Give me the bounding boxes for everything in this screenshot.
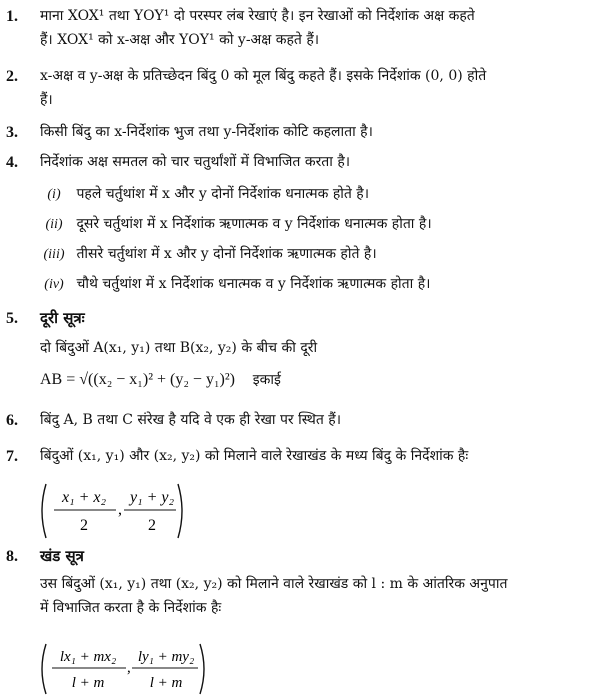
item-text bbox=[40, 150, 608, 174]
item-line: माना XOX¹ तथा YOY¹ दो परस्पर लंब रेखाएं है। इन रेखाओं को निर्देशांक अक्ष कहते bbox=[40, 8, 475, 24]
item-line: में विभाजित करता है के निर्देशांक हैः bbox=[40, 600, 222, 616]
item-number: 2. bbox=[6, 68, 18, 85]
item-number: 6. bbox=[6, 412, 18, 429]
sub-item bbox=[36, 272, 430, 297]
item-number: 1. bbox=[6, 8, 18, 25]
item-line: हैं। bbox=[40, 92, 53, 108]
item-line: बिंदु A, B तथा C संरेख है यदि वे एक ही रेखा पर स्थित हैं। bbox=[40, 412, 342, 428]
item-line: उस बिंदुओं (x₁, y₁) तथा (x₂, y₂) को मिलाने वाले रेखाखंड को l : m के आंतरिक अनुपात bbox=[40, 576, 508, 592]
formula-text: AB = √((x₂ − x₁)² + (y₂ − y₁)²) bbox=[40, 371, 235, 388]
numerator-1: x₁ + x₂ bbox=[61, 489, 107, 506]
section-heading: खंड सूत्र bbox=[40, 547, 84, 565]
item-number: 7. bbox=[6, 448, 18, 465]
numerator-1: lx₁ + mx₂ bbox=[59, 649, 117, 665]
sub-marker: (i) bbox=[47, 187, 61, 202]
item-text bbox=[40, 306, 608, 392]
sub-item bbox=[36, 212, 432, 237]
item-text bbox=[40, 120, 608, 144]
denominator-1: 2 bbox=[80, 517, 88, 534]
sub-text: चौथे चर्तुथांश में x निर्देशांक धनात्मक व y निर्देशांक ऋणात्मक होता है। bbox=[76, 276, 431, 292]
item-text bbox=[40, 444, 608, 468]
sub-marker: (iv) bbox=[44, 277, 64, 292]
numerator-2: ly₁ + my₂ bbox=[137, 649, 195, 665]
item-line: निर्देशांक अक्ष समतल को चार चतुर्थांशों में विभाजित करता है। bbox=[40, 154, 351, 170]
midpoint-formula bbox=[36, 480, 186, 542]
denominator-1: l + m bbox=[71, 675, 105, 691]
item-text bbox=[40, 4, 608, 52]
item-line: बिंदुओं (x₁, y₁) और (x₂, y₂) को मिलाने वाले रेखाखंड के मध्य बिंदु के निर्देशांक हैः bbox=[40, 448, 469, 464]
left-paren bbox=[42, 484, 46, 538]
item-line: दो बिंदुओं A(x₁, y₁) तथा B(x₂, y₂) के बीच की दूरी bbox=[40, 340, 318, 356]
denominator-2: 2 bbox=[148, 517, 156, 534]
right-paren bbox=[178, 484, 182, 538]
sub-text: तीसरे चर्तुथांश में x और y दोनों निर्देशांक ऋणात्मक होते है। bbox=[76, 246, 377, 262]
left-paren bbox=[42, 644, 46, 694]
item-text bbox=[40, 64, 608, 112]
distance-formula bbox=[40, 368, 608, 392]
sub-text: दूसरे चर्तुथांश में x निर्देशांक ऋणात्मक व y निर्देशांक धनात्मक होता है। bbox=[76, 216, 432, 232]
item-text bbox=[40, 408, 608, 432]
denominator-2: l + m bbox=[149, 675, 183, 691]
section-formula bbox=[36, 642, 208, 696]
item-line: x-अक्ष व y-अक्ष के प्रतिच्छेदन बिंदु 0 को मूल बिंदु कहते हैं। इसके निर्देशांक (0, 0) होते bbox=[40, 68, 487, 84]
item-text bbox=[40, 544, 608, 620]
formula-unit: इकाई bbox=[252, 372, 281, 388]
sub-marker: (iii) bbox=[43, 247, 65, 262]
sub-item bbox=[36, 242, 377, 267]
right-paren bbox=[200, 644, 204, 694]
numerator-2: y₁ + y₂ bbox=[129, 489, 175, 506]
item-line: हैं। XOX¹ को x-अक्ष और YOY¹ को y-अक्ष कहते हैं। bbox=[40, 32, 320, 48]
comma: , bbox=[127, 660, 131, 676]
sub-item bbox=[36, 182, 369, 207]
item-number: 4. bbox=[6, 154, 18, 171]
sub-text: पहले चर्तुथांश में x और y दोनों निर्देशांक धनात्मक होते है। bbox=[76, 186, 370, 202]
item-number: 5. bbox=[6, 310, 18, 327]
sub-marker: (ii) bbox=[45, 217, 63, 232]
item-number: 8. bbox=[6, 548, 18, 565]
comma: , bbox=[118, 501, 122, 518]
item-line: किसी बिंदु का x-निर्देशांक भुज तथा y-निर्देशांक कोटि कहलाता है। bbox=[40, 124, 373, 140]
item-number: 3. bbox=[6, 124, 18, 141]
section-heading: दूरी सूत्रः bbox=[40, 309, 85, 327]
